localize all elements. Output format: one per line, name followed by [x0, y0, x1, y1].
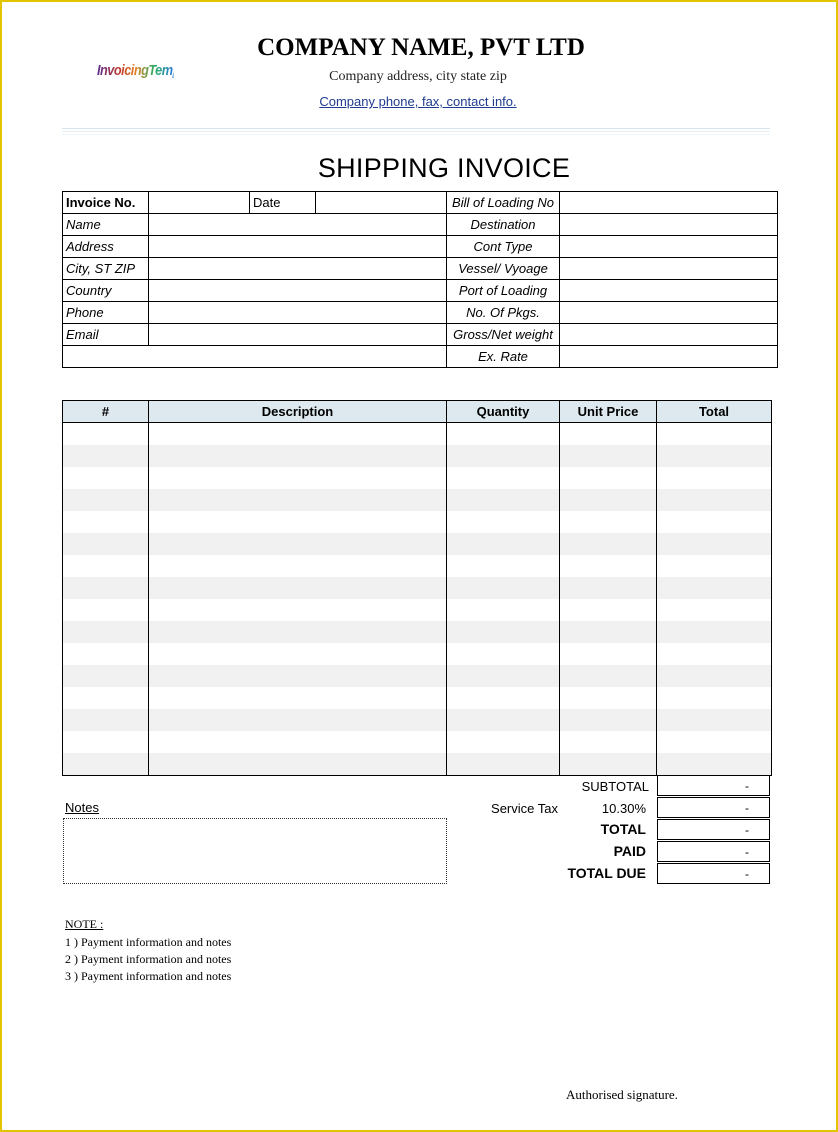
table-cell[interactable] [560, 489, 657, 511]
address-field[interactable] [149, 236, 447, 258]
table-row [63, 687, 772, 709]
note-heading: NOTE : [65, 917, 104, 931]
bill-of-loading-label: Bill of Loading No [447, 192, 560, 214]
cont-type-label: Cont Type [447, 236, 560, 258]
table-cell[interactable] [560, 445, 657, 467]
table-cell[interactable] [63, 445, 149, 467]
table-cell[interactable] [657, 687, 772, 709]
notes-label: Notes [65, 800, 99, 815]
table-row [63, 643, 772, 665]
company-name: COMPANY NAME, PVT LTD [257, 34, 585, 61]
name-field[interactable] [149, 214, 447, 236]
table-cell[interactable] [63, 665, 149, 687]
table-cell[interactable] [447, 423, 560, 446]
table-row [63, 467, 772, 489]
column-header-total: Total [657, 401, 772, 423]
table-cell[interactable] [657, 445, 772, 467]
table-row [63, 665, 772, 687]
tax-value: - [657, 797, 770, 818]
table-row [63, 445, 772, 467]
table-cell[interactable] [149, 445, 447, 467]
table-cell[interactable] [149, 599, 447, 621]
table-cell[interactable] [560, 621, 657, 643]
table-cell[interactable] [63, 621, 149, 643]
invoice-no-label: Invoice No. [63, 192, 149, 214]
table-cell[interactable] [149, 687, 447, 709]
table-cell[interactable] [447, 467, 560, 489]
date-field[interactable] [316, 192, 447, 214]
table-cell[interactable] [560, 687, 657, 709]
table-cell[interactable] [657, 577, 772, 599]
invoice-info-table [62, 191, 778, 368]
table-cell[interactable] [63, 489, 149, 511]
table-cell[interactable] [63, 709, 149, 731]
table-cell[interactable] [560, 511, 657, 533]
table-cell[interactable] [560, 709, 657, 731]
company-logo: InvoicingTemplates [97, 62, 174, 92]
table-cell[interactable] [657, 709, 772, 731]
weight-label: Gross/Net weight [447, 324, 560, 346]
invoice-no-field[interactable] [149, 192, 250, 214]
table-cell[interactable] [560, 599, 657, 621]
table-cell[interactable] [447, 577, 560, 599]
table-cell[interactable] [149, 731, 447, 753]
table-cell[interactable] [447, 621, 560, 643]
tax-label: Service Tax [491, 801, 558, 816]
table-cell[interactable] [149, 533, 447, 555]
cont-type-field[interactable] [560, 236, 778, 258]
total-value: - [657, 819, 770, 840]
weight-field[interactable] [560, 324, 778, 346]
rate-field[interactable] [560, 346, 778, 368]
table-cell[interactable] [149, 511, 447, 533]
table-cell[interactable] [149, 643, 447, 665]
column-header-description: Description [149, 401, 447, 423]
table-cell[interactable] [560, 753, 657, 776]
table-row [63, 423, 772, 446]
subtotal-value: - [657, 775, 770, 796]
table-row [63, 577, 772, 599]
table-cell[interactable] [63, 643, 149, 665]
table-cell[interactable] [657, 555, 772, 577]
table-cell[interactable] [149, 621, 447, 643]
column-header-number: # [63, 401, 149, 423]
table-cell[interactable] [657, 533, 772, 555]
table-cell[interactable] [447, 533, 560, 555]
total-due-label: TOTAL DUE [567, 865, 646, 881]
table-row [63, 753, 772, 776]
table-cell[interactable] [63, 731, 149, 753]
table-row [63, 621, 772, 643]
table-cell[interactable] [447, 731, 560, 753]
date-label: Date [250, 192, 316, 214]
table-row [63, 511, 772, 533]
document-title: SHIPPING INVOICE [317, 153, 571, 183]
note-line-2: 2 ) Payment information and notes [65, 952, 232, 966]
city-label: City, ST ZIP [63, 258, 149, 280]
table-cell[interactable] [63, 555, 149, 577]
name-label: Name [63, 214, 149, 236]
table-cell[interactable] [149, 753, 447, 776]
total-label: TOTAL [600, 821, 646, 837]
subtotal-label: SUBTOTAL [581, 779, 649, 794]
table-cell[interactable] [447, 511, 560, 533]
table-cell[interactable] [149, 467, 447, 489]
destination-field[interactable] [560, 214, 778, 236]
paid-label: PAID [613, 843, 646, 859]
table-row [63, 731, 772, 753]
table-cell[interactable] [560, 533, 657, 555]
table-cell[interactable] [149, 489, 447, 511]
tax-rate[interactable]: 10.30% [601, 801, 646, 816]
header-divider-3 [62, 134, 770, 135]
email-field[interactable] [149, 324, 447, 346]
column-header-quantity: Quantity [447, 401, 560, 423]
info-blank-cell [63, 346, 447, 368]
table-cell[interactable] [657, 731, 772, 753]
rate-label: Ex. Rate [447, 346, 560, 368]
table-cell[interactable] [149, 665, 447, 687]
table-cell[interactable] [657, 467, 772, 489]
table-cell[interactable] [447, 643, 560, 665]
city-field[interactable] [149, 258, 447, 280]
notes-textarea[interactable] [63, 818, 447, 884]
header-divider-2 [62, 131, 770, 132]
table-cell[interactable] [149, 555, 447, 577]
pkgs-label: No. Of Pkgs. [447, 302, 560, 324]
table-cell[interactable] [149, 709, 447, 731]
table-cell[interactable] [657, 489, 772, 511]
table-cell[interactable] [63, 423, 149, 446]
table-cell[interactable] [560, 731, 657, 753]
table-cell[interactable] [657, 599, 772, 621]
table-cell[interactable] [63, 753, 149, 776]
table-cell[interactable] [63, 511, 149, 533]
table-cell[interactable] [63, 467, 149, 489]
table-cell[interactable] [560, 467, 657, 489]
table-cell[interactable] [657, 753, 772, 776]
table-cell[interactable] [149, 423, 447, 446]
table-cell[interactable] [447, 555, 560, 577]
table-cell[interactable] [657, 511, 772, 533]
table-row [63, 533, 772, 555]
table-cell[interactable] [657, 423, 772, 446]
country-label: Country [63, 280, 149, 302]
table-cell[interactable] [447, 445, 560, 467]
pkgs-field[interactable] [560, 302, 778, 324]
table-cell[interactable] [560, 555, 657, 577]
bill-of-loading-field[interactable] [560, 192, 778, 214]
country-field[interactable] [149, 280, 447, 302]
table-cell[interactable] [63, 599, 149, 621]
note-line-3: 3 ) Payment information and notes [65, 969, 232, 983]
destination-label: Destination [447, 214, 560, 236]
vessel-field[interactable] [560, 258, 778, 280]
company-address: Company address, city state zip [329, 69, 507, 84]
table-cell[interactable] [560, 423, 657, 446]
header-divider-1 [62, 128, 770, 129]
table-cell[interactable] [657, 665, 772, 687]
table-row [63, 555, 772, 577]
paid-value[interactable]: - [657, 841, 770, 862]
table-row [63, 599, 772, 621]
table-cell[interactable] [560, 665, 657, 687]
address-label: Address [63, 236, 149, 258]
table-cell[interactable] [149, 577, 447, 599]
table-cell[interactable] [657, 621, 772, 643]
table-cell[interactable] [657, 643, 772, 665]
table-cell[interactable] [447, 599, 560, 621]
phone-label: Phone [63, 302, 149, 324]
table-cell[interactable] [447, 709, 560, 731]
email-label: Email [63, 324, 149, 346]
line-items-table [62, 400, 772, 776]
table-cell[interactable] [63, 577, 149, 599]
table-cell[interactable] [560, 577, 657, 599]
table-cell[interactable] [447, 665, 560, 687]
company-contact-link[interactable]: Company phone, fax, contact info. [319, 94, 517, 109]
authorised-signature: Authorised signature. [566, 1087, 678, 1102]
table-cell[interactable] [447, 753, 560, 776]
phone-field[interactable] [149, 302, 447, 324]
port-label: Port of Loading [447, 280, 560, 302]
port-field[interactable] [560, 280, 778, 302]
table-row [63, 489, 772, 511]
total-due-value: - [657, 863, 770, 884]
table-cell[interactable] [63, 687, 149, 709]
note-line-1: 1 ) Payment information and notes [65, 935, 232, 949]
table-cell[interactable] [560, 643, 657, 665]
table-cell[interactable] [447, 687, 560, 709]
table-row [63, 709, 772, 731]
vessel-label: Vessel/ Vyoage [447, 258, 560, 280]
table-cell[interactable] [447, 489, 560, 511]
table-cell[interactable] [63, 533, 149, 555]
column-header-unit-price: Unit Price [560, 401, 657, 423]
